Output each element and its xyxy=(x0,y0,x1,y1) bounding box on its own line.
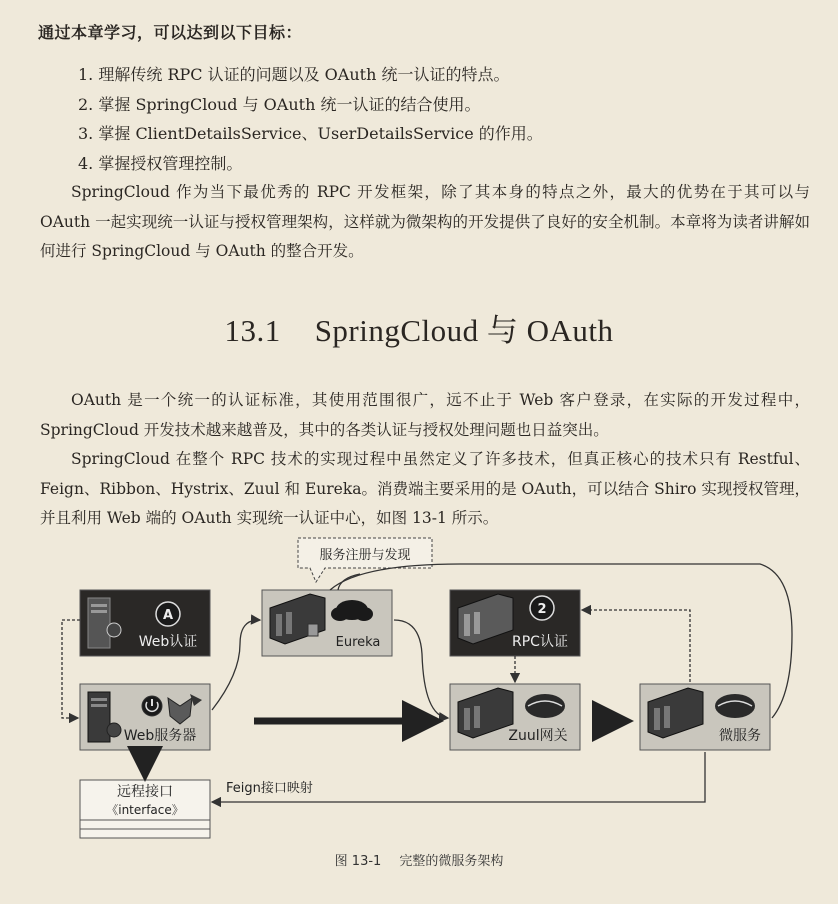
rpc-auth-label: RPC认证 xyxy=(512,634,568,650)
intro-paragraph-text: SpringCloud 作为当下最优秀的 RPC 开发框架，除了其本身的特点之外，最大的优势在于其可以与 OAuth 一起实现统一认证与授权管理架构，这样就为微架构的开发提供了良好的安全机制。本章将为读者讲解如何进行 SpringCloud 与 OAuth 的整合开发。 xyxy=(40,183,810,260)
goal-item: 2. 掌握 SpringCloud 与 OAuth 统一认证的结合使用。 xyxy=(78,94,481,114)
rpc-auth-badge-icon xyxy=(530,596,554,620)
learning-goals-list xyxy=(78,60,543,178)
rpc-auth-node xyxy=(450,590,580,656)
rpc-auth-badge: 2 xyxy=(537,602,547,617)
eureka-label: Eureka xyxy=(335,635,381,650)
microservice-node xyxy=(640,684,770,750)
intro-heading: 通过本章学习，可以达到以下目标： xyxy=(38,23,303,42)
figure-number: 图 13-1 xyxy=(334,854,382,869)
eureka-node xyxy=(262,590,392,656)
microservice-label: 微服务 xyxy=(719,728,761,744)
section-heading xyxy=(0,305,838,350)
figure-caption-text: 完整的微服务架构 xyxy=(399,854,504,869)
remote-interface-label: 远程接口 xyxy=(117,784,173,800)
web-auth-node xyxy=(80,590,210,656)
remote-interface-node xyxy=(80,780,210,838)
goal-item: 1. 理解传统 RPC 认证的问题以及 OAuth 统一认证的特点。 xyxy=(78,65,510,84)
web-auth-badge-icon xyxy=(156,602,180,626)
section-paragraph: SpringCloud 在整个 RPC 技术的实现过程中虽然定义了许多技术，但真正核心的技术只有 Restful、Feign、Ribbon、Hystrix、Zuul 和 Eureka。消费端主要采用的是 OAuth，可以结合 Shiro 实现授权管理，并且利用 Web 端的 OAuth 实现统一认证中心，如图 13-1 所示。 xyxy=(40,450,810,527)
feather-icon xyxy=(525,694,565,718)
feign-mapping-label: Feign接口映射 xyxy=(226,781,313,796)
goal-item: 4. 掌握授权管理控制。 xyxy=(78,153,243,173)
zuul-label: Zuul网关 xyxy=(508,728,568,744)
section-number: 13.1 xyxy=(224,313,281,348)
web-server-node xyxy=(80,684,210,750)
architecture-diagram xyxy=(40,534,830,844)
power-icon xyxy=(142,696,162,716)
zuul-gateway-node xyxy=(450,684,580,750)
feather-icon xyxy=(715,694,755,718)
intro-paragraph xyxy=(40,178,810,267)
callout-label: 服务注册与发现 xyxy=(319,548,411,563)
figure-caption xyxy=(0,850,838,869)
web-server-label: Web服务器 xyxy=(123,728,197,744)
remote-interface-stereotype: 《interface》 xyxy=(106,803,184,817)
service-registry-callout xyxy=(298,538,432,582)
web-auth-badge: A xyxy=(162,608,174,623)
web-auth-label: Web认证 xyxy=(138,634,198,650)
goal-item: 3. 掌握 ClientDetailsService、UserDetailsService 的作用。 xyxy=(78,124,543,143)
section-title: SpringCloud 与 OAuth xyxy=(314,313,614,348)
section-body xyxy=(40,386,810,534)
section-paragraph: OAuth 是一个统一的认证标准，其使用范围很广，远不止于 Web 客户登录，在实际的开发过程中，SpringCloud 开发技术越来越普及，其中的各类认证与授权处理问题也日益突出。 xyxy=(40,391,810,439)
